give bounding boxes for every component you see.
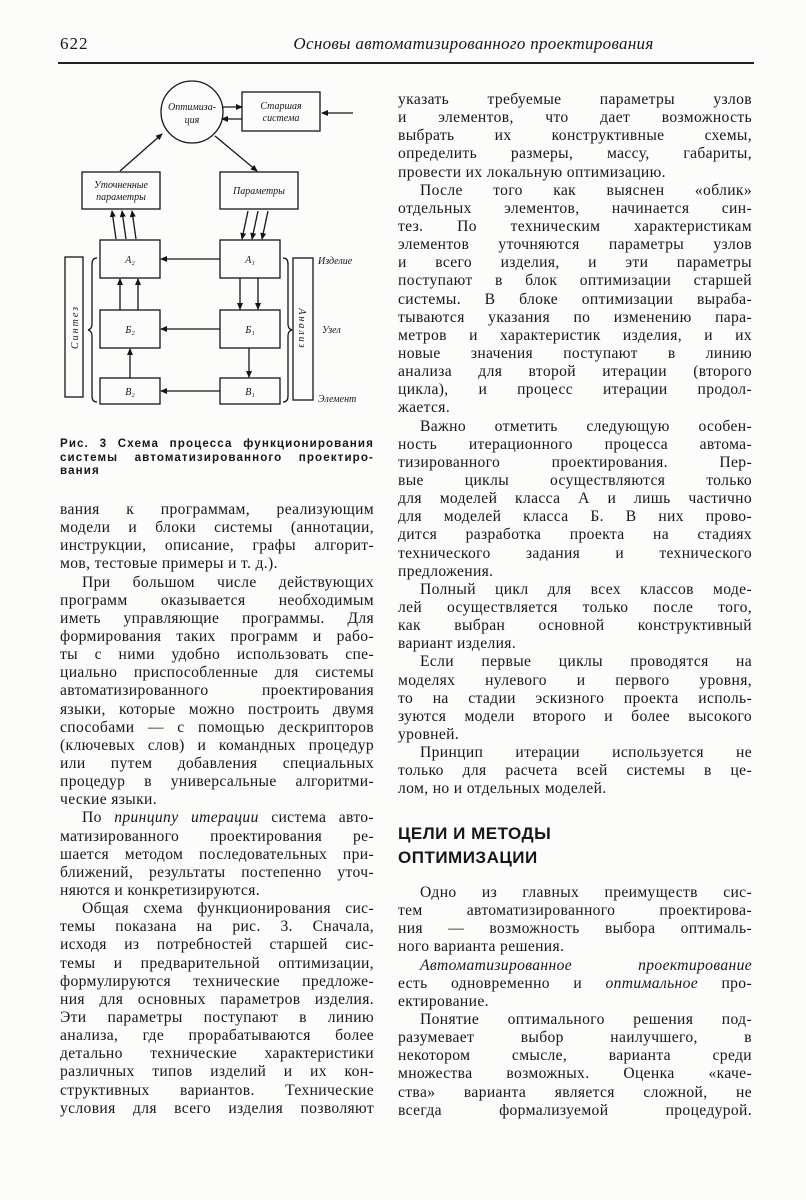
paragraph <box>398 182 752 418</box>
text-line: После того как выяснен «облик» <box>420 181 752 199</box>
text-line: разумевает выбор наилучшего, в <box>398 1029 752 1047</box>
text-line: циально приспособленные для системы <box>60 664 374 682</box>
text-line: Если первые циклы проводятся на <box>420 653 752 671</box>
text-line: няются и конкретизируются. <box>60 881 261 899</box>
text-line: технического задания и технического <box>398 544 752 562</box>
text-line: мов, тестовые примеры и т. д.). <box>60 555 278 573</box>
text-line: только для расчета всей системы в це- <box>398 762 752 780</box>
text-line: При большом числе действующих <box>82 573 374 591</box>
text-line: системы. В блоке оптимизации выраба- <box>398 290 752 308</box>
text-line: детально технические характеристики <box>60 1045 374 1063</box>
level-element-label: Элемент <box>318 394 357 405</box>
text-line: ектирование. <box>398 992 489 1010</box>
section-heading <box>398 822 551 870</box>
caption-line: Рис. 3 Схема процесса функционирования <box>60 437 374 450</box>
text-line: жается. <box>398 399 451 417</box>
text-line: ния для основных параметров изделия. <box>60 990 374 1008</box>
paragraph <box>398 957 752 1011</box>
paragraph <box>60 900 374 1118</box>
text-line <box>60 809 374 827</box>
text-line: условия для всего изделия позволяют <box>60 1099 374 1117</box>
text-line: ческие языки. <box>60 791 157 809</box>
paragraph <box>398 91 752 182</box>
text-line: шается методом последовательных при- <box>60 845 374 863</box>
block-a2-label: A₂ <box>125 255 135 266</box>
text-line: ного варианта решения. <box>398 938 565 956</box>
text-line: ность итерационного процесса автома- <box>398 435 752 453</box>
paragraph <box>398 1011 752 1120</box>
analysis-brace <box>283 258 292 402</box>
text-line: вания к программам, реализующим <box>60 501 374 518</box>
right-column-text-after-heading <box>398 884 752 1120</box>
text-line: предложения. <box>398 562 494 580</box>
text-line: ты с ними удобно использовать спе- <box>60 646 374 664</box>
text-line: языки, которые можно построить двумя <box>60 700 374 718</box>
text-line: матизированного проектирования ре- <box>60 827 374 845</box>
text-line: Понятие оптимального решения под- <box>420 1010 752 1028</box>
text-line: элементов уточняются параметры узлов <box>398 236 752 254</box>
analysis-label: Анализ <box>296 308 307 350</box>
text-line: процедур в универсальные алгоритми- <box>60 773 374 791</box>
params-label: Параметры <box>233 186 285 197</box>
text-line: автоматизированного проектирования <box>60 682 374 700</box>
text-line: вые циклы осуществляются только <box>398 471 752 489</box>
text-line <box>398 975 752 993</box>
senior-system-label-2: система <box>262 113 300 124</box>
text-line: уровней. <box>398 725 460 743</box>
text-line: тез. По техническим характеристикам <box>398 217 752 235</box>
text-line: для моделей класса Б. В них прово- <box>398 508 752 526</box>
running-title: Основы автоматизированного проектирования <box>293 34 654 53</box>
text-segment: есть одновременно и <box>398 974 606 992</box>
text-segment: По <box>82 809 115 827</box>
paragraph <box>398 418 752 581</box>
text-line: формирования таких программ и рабо- <box>60 627 374 645</box>
text-line: зуются модели второго и более высокого <box>398 707 752 725</box>
text-line: вариант изделия. <box>398 635 517 653</box>
text-line: темы показана на рис. 3. Сначала, <box>60 918 374 936</box>
synthesis-label: Синтез <box>70 304 81 350</box>
emphasized-term: принципу итерации <box>114 809 259 827</box>
text-line: формулируются технические предложе- <box>60 972 374 990</box>
text-line: для моделей класса А и лишь частично <box>398 490 752 508</box>
text-line: Одно из главных преимуществ сис- <box>420 884 752 901</box>
text-line: поступают в блок оптимизации старшей <box>398 272 752 290</box>
section-heading-line: ОПТИМИЗАЦИИ <box>398 848 538 867</box>
text-line: тываются указания по изменению пара- <box>398 308 752 326</box>
text-line: инструкции, описание, графы алгорит- <box>60 537 374 555</box>
text-line: дится разработка проекта на стадиях <box>398 526 752 544</box>
refined-params-label-1: Уточненные <box>94 180 148 191</box>
text-line <box>398 957 752 975</box>
text-line: выбрать их конструктивные схемы, <box>398 127 752 145</box>
block-b1-label: Б₁ <box>245 325 255 336</box>
refined-params-label-2: параметры <box>96 192 146 203</box>
text-line: лом, но и отдельных моделей. <box>398 780 607 798</box>
text-line: исходя из потребностей старшей сис- <box>60 936 374 954</box>
text-line: или путем добавления специальных <box>60 754 374 772</box>
paragraph <box>398 744 752 798</box>
text-line: провести их локальную оптимизацию. <box>398 163 666 181</box>
section-heading-line: ЦЕЛИ И МЕТОДЫ <box>398 824 552 843</box>
text-line: программ оказывается необходимым <box>60 591 374 609</box>
left-column-text <box>60 501 374 1118</box>
text-line: и всего изделия, и эти параметры <box>398 254 752 272</box>
paragraph <box>60 574 374 810</box>
paragraph <box>60 501 374 574</box>
senior-system-label-1: Старшая <box>260 101 302 112</box>
text-line: указать требуемые параметры узлов <box>398 91 752 108</box>
text-line: иметь управляющие программы. Для <box>60 609 374 627</box>
text-line: отдельных элементов, начинается син- <box>398 199 752 217</box>
block-v2-label: В₂ <box>125 387 135 398</box>
text-line: цикла), и процесс итерации продол- <box>398 381 752 399</box>
text-line: определить размеры, массу, габариты, <box>398 145 752 163</box>
text-segment: про- <box>698 974 752 992</box>
text-line: Эти параметры поступают в линию <box>60 1008 374 1026</box>
figure-caption <box>60 437 374 478</box>
text-line: способами — с помощью дескрипторов <box>60 718 374 736</box>
page-number: 622 <box>60 34 89 53</box>
text-line: всегда формализуемой процедурой. <box>398 1101 752 1119</box>
text-line: тем автоматизированного проектирова- <box>398 902 752 920</box>
text-line: Полный цикл для всех классов моде- <box>420 580 752 598</box>
right-column-text <box>398 91 752 798</box>
text-line: модели и блоки системы (аннотации, <box>60 519 374 537</box>
level-node-label: Узел <box>322 325 341 336</box>
text-line: то на стадии эскизного проекта исполь- <box>398 689 752 707</box>
caption-line: вания <box>60 464 100 477</box>
text-segment: система авто- <box>258 809 374 827</box>
block-v1-label: В₁ <box>245 387 255 398</box>
text-line: как выбран основной конструктивный <box>398 617 752 635</box>
text-line: метров и характеристик изделия, и их <box>398 326 752 344</box>
text-line: Важно отметить следующую особен- <box>420 417 752 435</box>
text-line: структивных вариантов. Технические <box>60 1081 374 1099</box>
text-line: ния — возможность выбора оптималь- <box>398 920 752 938</box>
text-line: новые значения поступают в линию <box>398 344 752 362</box>
text-line: ства» варианта является сложной, не <box>398 1083 752 1101</box>
caption-line: системы автоматизированного проектиро- <box>60 450 374 464</box>
paragraph <box>398 581 752 654</box>
optimization-label-1: Оптимиза- <box>167 102 217 113</box>
synthesis-brace <box>88 258 97 402</box>
text-line: множества возможных. Оценка «каче- <box>398 1065 752 1083</box>
text-line: различных типов изделий и их кон- <box>60 1063 374 1081</box>
text-line: (ключевых слов) и командных процедур <box>60 736 374 754</box>
emphasized-term: оптимальное <box>605 974 699 992</box>
text-line: некотором смысле, варианта среди <box>398 1047 752 1065</box>
paragraph <box>398 884 752 957</box>
text-line: лей осуществляется только после того, <box>398 598 752 616</box>
paragraph <box>60 809 374 900</box>
block-b2-label: Б₂ <box>125 325 135 336</box>
text-line: анализа, где прорабатываются более <box>60 1027 374 1045</box>
text-line: и элементов, что дает возможность <box>398 109 752 127</box>
text-line: анализа для второй итерации (второго <box>398 363 752 381</box>
text-line: тизированного проектирования. Пер- <box>398 453 752 471</box>
text-line: моделях нулевого и первого уровня, <box>398 671 752 689</box>
paragraph <box>398 653 752 744</box>
emphasized-term: Автоматизированное проектирование <box>420 956 752 974</box>
text-line: Принцип итерации используется не <box>420 744 752 762</box>
block-a1-label: A₁ <box>245 255 255 266</box>
level-product-label: Изделие <box>318 256 353 267</box>
text-line: ближений, результаты постепенно уточ- <box>60 863 374 881</box>
text-line: темы и предварительной оптимизации, <box>60 954 374 972</box>
optimization-label-2: ция <box>184 115 200 126</box>
text-line: Общая схема функционирования сис- <box>82 900 374 918</box>
